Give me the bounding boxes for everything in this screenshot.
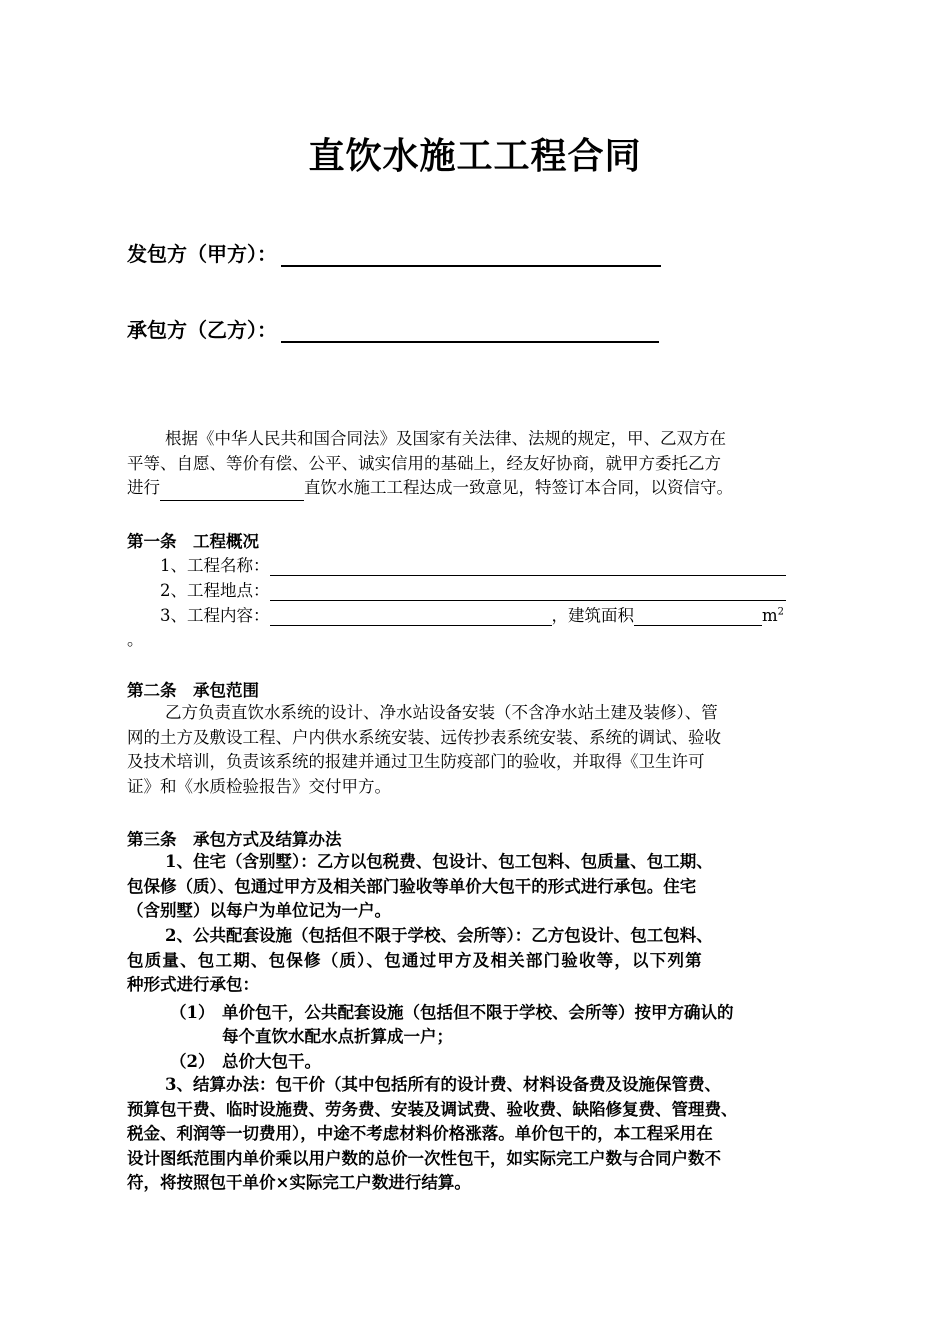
document-title: 直饮水施工工程合同 (308, 135, 642, 177)
article-3-para-3 (127, 1073, 827, 1196)
article-2-line: 证》和《水质检验报告》交付甲方。 (127, 776, 391, 796)
area-unit-sup: 2 (777, 606, 785, 618)
project-name-row (160, 552, 786, 576)
preamble-line (127, 476, 827, 501)
article-3-line: 预算包干费、临时设施费、劳务费、安装及调试费、验收费、缺陷修复费、管理费、 (127, 1099, 738, 1119)
article-3-para-2 (127, 924, 827, 998)
article-3-para-1 (127, 850, 827, 924)
preamble-text: 进行 (127, 478, 160, 497)
option-1-number: （1） (170, 1003, 215, 1022)
option-2-text: 总价大包干。 (222, 1052, 321, 1071)
article-3-line: 税金、利润等一切费用），中途不考虑材料价格涨落。单价包干的，本工程采用在 (127, 1124, 713, 1143)
article-1-end-mark: 。 (127, 630, 144, 649)
party-b-label: 承包方（乙方）： (127, 318, 277, 342)
area-blank[interactable] (634, 607, 762, 626)
option-1-line-1: 单价包干，公共配套设施（包括但不限于学校、会所等）按甲方确认的 (222, 1003, 734, 1022)
party-b-row (127, 314, 659, 343)
party-a-blank[interactable] (281, 243, 661, 267)
area-label: ，建筑面积 (551, 606, 634, 625)
option-1-line-2: 每个直饮水配水点折算成一户； (222, 1027, 453, 1046)
party-b-blank[interactable] (281, 319, 659, 343)
article-3-line: 2、公共配套设施（包括但不限于学校、会所等）：乙方包设计、包工包料、 (165, 926, 713, 945)
project-blank[interactable] (160, 482, 304, 501)
article-3-line: 设计图纸范围内单价乘以用户数的总价一次性包干，如实际完工户数与合同户数不 (127, 1148, 721, 1168)
article-2-heading: 第二条 承包范围 (127, 681, 259, 700)
project-location-row (160, 577, 786, 601)
project-content-blank[interactable] (270, 607, 552, 626)
project-name-blank[interactable] (270, 557, 786, 576)
article-3-line: 3、结算办法：包干价（其中包括所有的设计费、材料设备费及设施保管费、 (165, 1075, 721, 1094)
party-a-row (127, 238, 661, 267)
article-3-line: 种形式进行承包： (127, 975, 259, 994)
article-2-line: 乙方负责直饮水系统的设计、净水站设备安装（不含净水站土建及装修）、管 (165, 703, 718, 722)
project-content-row (160, 602, 784, 626)
project-name-label: 1、工程名称： (160, 556, 270, 575)
project-content-label: 3、工程内容： (160, 606, 270, 625)
preamble-line: 根据《中华人民共和国合同法》及国家有关法律、法规的规定，甲、乙双方在 (165, 429, 726, 448)
article-3-line: 包质量、包工期、包保修（质）、包通过甲方及相关部门验收等，以下列第 (127, 950, 703, 970)
preamble-line: 平等、自愿、等价有偿、公平、诚实信用的基础上，经友好协商，就甲方委托乙方 (127, 453, 721, 473)
article-3-line: 符，将按照包干单价×实际完工户数进行结算。 (127, 1173, 471, 1192)
article-2-line: 及技术培训，负责该系统的报建并通过卫生防疫部门的验收，并取得《卫生许可 (127, 752, 705, 771)
article-3-line: （含别墅）以每户为单位记为一户。 (127, 901, 391, 920)
party-a-label: 发包方（甲方）： (127, 242, 277, 266)
preamble (127, 427, 827, 501)
article-2-body (127, 701, 827, 799)
article-1-heading: 第一条 工程概况 (127, 532, 259, 551)
project-location-label: 2、工程地点： (160, 581, 270, 600)
article-3-line: 包保修（质）、包通过甲方及相关部门验收等单价大包干的形式进行承包。住宅 (127, 876, 697, 896)
article-2-line: 网的土方及敷设工程、户内供水系统安装、远传抄表系统安装、系统的调试、验收 (127, 727, 721, 747)
preamble-text: 直饮水施工工程达成一致意见，特签订本合同，以资信守。 (304, 478, 733, 497)
option-2-number: （2） (170, 1052, 215, 1071)
area-unit: m (762, 606, 778, 625)
article-3-heading: 第三条 承包方式及结算办法 (127, 830, 342, 849)
project-location-blank[interactable] (270, 582, 786, 601)
article-3-line: 1、住宅（含别墅）：乙方以包税费、包设计、包工包料、包质量、包工期、 (165, 852, 713, 871)
